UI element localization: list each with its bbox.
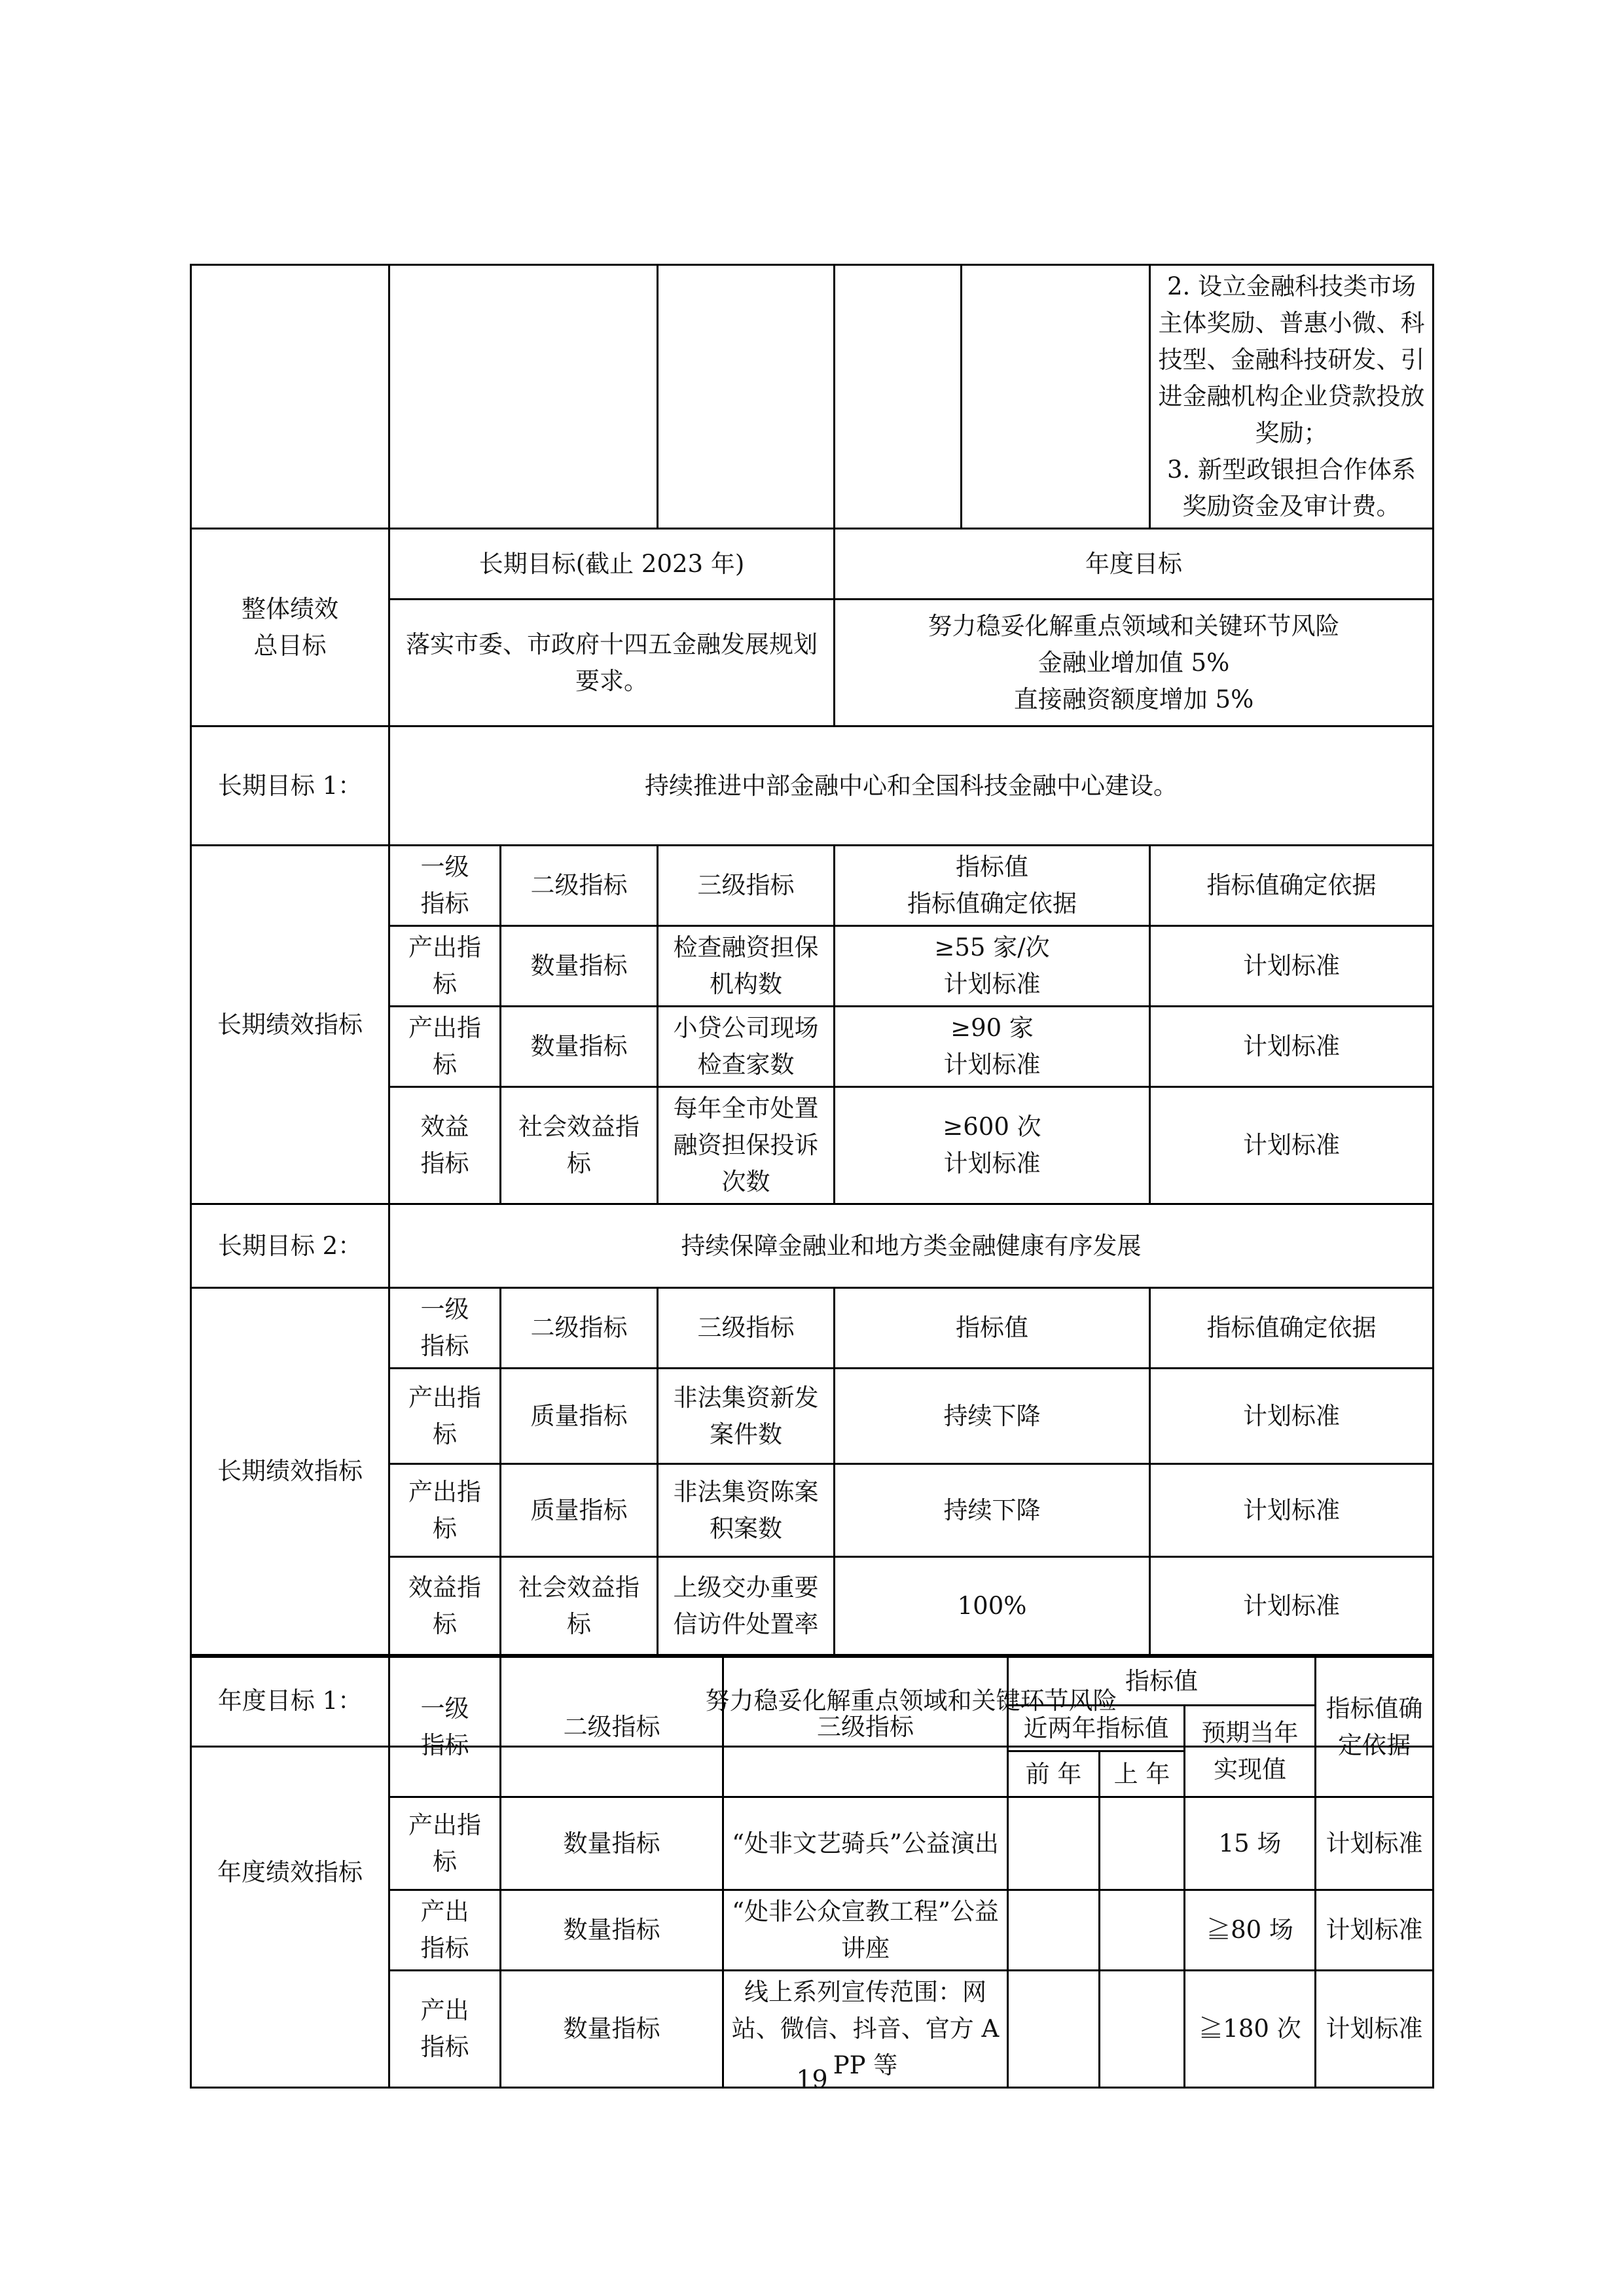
annual-indicators-table bbox=[190, 1656, 1434, 2089]
header-prev: 前 年 bbox=[1008, 1751, 1100, 1797]
header-level3: 三级指标 bbox=[658, 846, 835, 926]
header-basis: 指标值确定依据 bbox=[1316, 1657, 1434, 1797]
long-goal-1-label: 长期目标 1： bbox=[191, 726, 389, 846]
long-goal-2-row bbox=[191, 1204, 1434, 1288]
header-level2: 二级指标 bbox=[501, 1288, 658, 1369]
long-indicators-2-label: 长期绩效指标 bbox=[191, 1288, 389, 1655]
table-row: 产出指标 数量指标 “处非公众宣教工程”公益讲座 ≧80 场 计划标准 bbox=[191, 1890, 1434, 1971]
annual-goal-1-label: 年度目标 1： bbox=[191, 1655, 389, 1747]
annual-goal-1-text: 努力稳妥化解重点领域和关键环节风险 bbox=[389, 1655, 1434, 1747]
long-indicators-1-header bbox=[191, 846, 1434, 926]
header-level1: 一级指标 bbox=[389, 1657, 501, 1797]
header-value: 指标值 指标值确定依据 bbox=[835, 846, 1150, 926]
page-number: 19 bbox=[796, 2065, 828, 2094]
long-term-text: 落实市委、市政府十四五金融发展规划要求。 bbox=[389, 600, 835, 726]
annual-header: 年度目标 bbox=[835, 529, 1434, 600]
funding-text: 2. 设立金融科技类市场主体奖励、普惠小微、科技型、金融科技研发、引进金融机构企业贷款投放奖励； 3. 新型政银担合作体系奖励资金及审计费。 bbox=[1150, 265, 1434, 529]
funding-row bbox=[191, 265, 1434, 529]
header-value: 指标值 bbox=[835, 1288, 1150, 1369]
long-indicators-2-header bbox=[191, 1288, 1434, 1369]
table-row: 产出指标 质量指标 非法集资新发案件数 持续下降 计划标准 bbox=[191, 1369, 1434, 1464]
table-row: 产出指标 数量指标 线上系列宣传范围：网站、微信、抖音、官方 APP 等 ≧180 次 计划标准 bbox=[191, 1971, 1434, 2088]
header-recent: 近两年指标值 bbox=[1008, 1706, 1185, 1751]
performance-table bbox=[190, 264, 1434, 1748]
header-last: 上 年 bbox=[1100, 1751, 1185, 1797]
header-expected: 预期当年实现值 bbox=[1185, 1706, 1316, 1797]
table-row: 产出指标 数量指标 “处非文艺骑兵”公益演出 15 场 计划标准 bbox=[191, 1797, 1434, 1890]
table-row: 效益指标 社会效益指标 每年全市处置融资担保投诉次数 ≥600 次 计划标准 计划标准 bbox=[191, 1087, 1434, 1204]
long-term-header: 长期目标(截止 2023 年) bbox=[389, 529, 835, 600]
header-level3: 三级指标 bbox=[658, 1288, 835, 1369]
header-level3: 三级指标 bbox=[723, 1657, 1008, 1797]
table-row: 产出指标 数量指标 检查融资担保机构数 ≥55 家/次 计划标准 计划标准 bbox=[191, 926, 1434, 1007]
header-basis: 指标值确定依据 bbox=[1150, 1288, 1434, 1369]
header-value: 指标值 bbox=[1008, 1657, 1316, 1706]
long-goal-1-text: 持续推进中部金融中心和全国科技金融中心建设。 bbox=[389, 726, 1434, 846]
annual-indicators-label: 年度绩效指标 bbox=[191, 1657, 389, 2088]
header-level2: 二级指标 bbox=[501, 846, 658, 926]
annual-text: 努力稳妥化解重点领域和关键环节风险 金融业增加值 5% 直接融资额度增加 5% bbox=[835, 600, 1434, 726]
header-level1: 一级指标 bbox=[389, 1288, 501, 1369]
long-goal-2-label: 长期目标 2： bbox=[191, 1204, 389, 1288]
table-row: 产出指标 数量指标 小贷公司现场检查家数 ≥90 家 计划标准 计划标准 bbox=[191, 1007, 1434, 1087]
header-level1: 一级指标 bbox=[389, 846, 501, 926]
header-level2: 二级指标 bbox=[501, 1657, 723, 1797]
long-goal-1-row bbox=[191, 726, 1434, 846]
header-basis: 指标值确定依据 bbox=[1150, 846, 1434, 926]
table-row: 产出指标 质量指标 非法集资陈案积案数 持续下降 计划标准 bbox=[191, 1464, 1434, 1557]
annual-header-row-1 bbox=[191, 1657, 1434, 1706]
long-goal-2-text: 持续保障金融业和地方类金融健康有序发展 bbox=[389, 1204, 1434, 1288]
table-row: 效益指标 社会效益指标 上级交办重要信访件处置率 100% 计划标准 bbox=[191, 1557, 1434, 1655]
long-indicators-1-label: 长期绩效指标 bbox=[191, 846, 389, 1204]
overall-header-row bbox=[191, 529, 1434, 600]
overall-label: 整体绩效总目标 bbox=[191, 529, 389, 726]
